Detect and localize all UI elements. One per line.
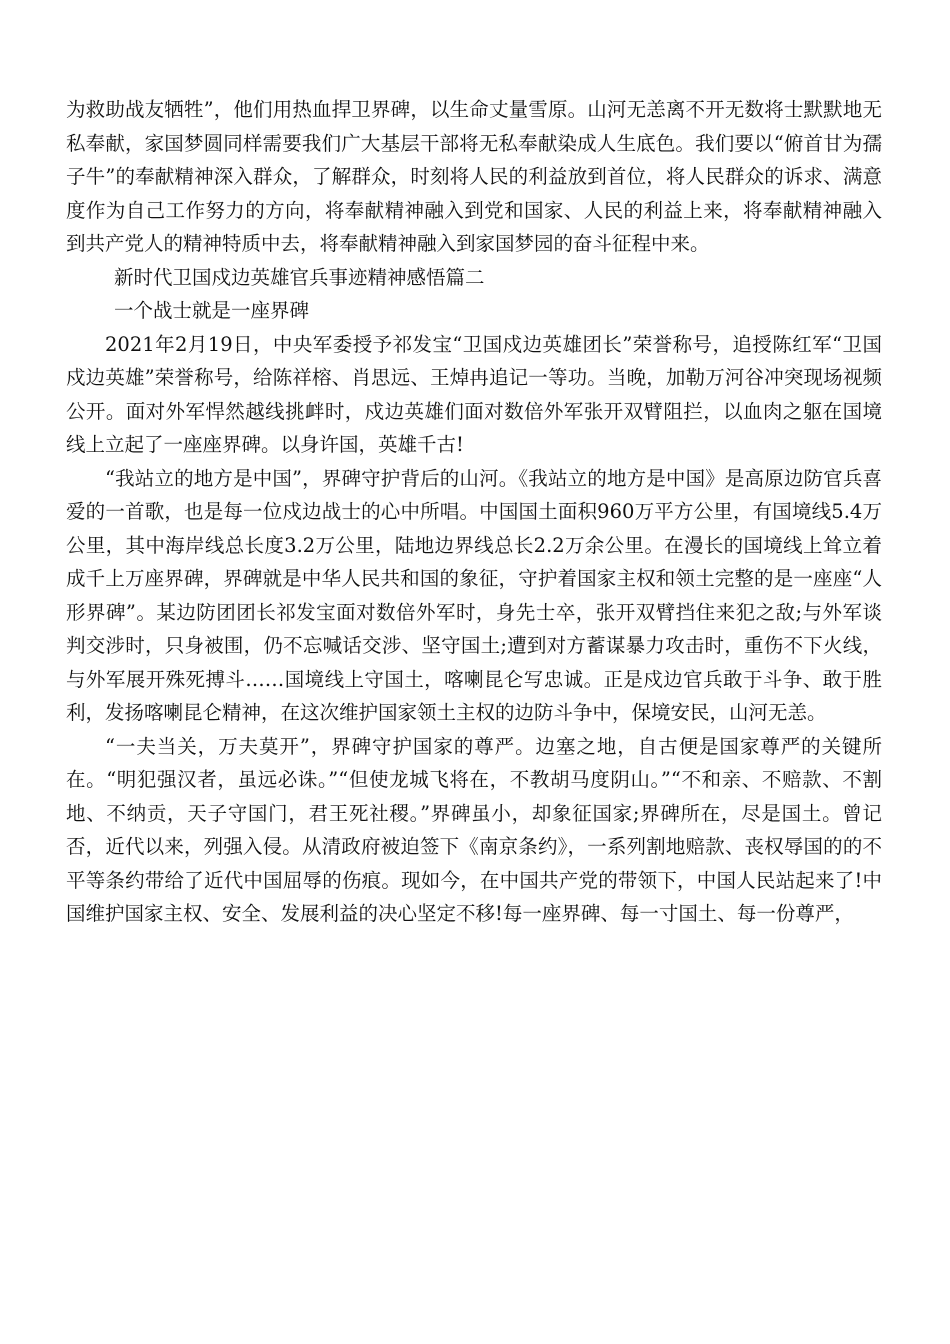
document-body: [66, 93, 882, 931]
section-subheading: 一个战士就是一座界碑: [114, 299, 310, 322]
paragraph: “一夫当关，万夫莫开”，界碑守护国家的尊严。边塞之地，自古便是国家尊严的关键所在。“明犯强汉者，虽远必诛。”“但使龙城飞将在，不教胡马度阴山。”“不和亲、不赔款、不割地、不纳贡，天子守国门，君王死社稷。”界碑虽小，却象征国家;界碑所在，尽是国土。曾记否，近代以来，列强入侵。从清政府被迫签下《南京条约》，一系列割地赔款、丧权辱国的的不平等条约带给了近代中国屈辱的伤痕。现如今，在中国共产党的带领下，中国人民站起来了!中国维护国家主权、安全、发展利益的决心坚定不移!每一座界碑、每一寸国土、每一份尊严，: [66, 734, 882, 925]
paragraph: “我站立的地方是中国”，界碑守护背后的山河。《我站立的地方是中国》是高原边防官兵喜爱的一首歌，也是每一位戍边战士的心中所唱。中国国土面积960万平方公里，有国境线5.4万公里，其中海岸线总长度3.2万公里，陆地边界线总长2.2万余公里。在漫长的国境线上耸立着成千上万座界碑，界碑就是中华人民共和国的象征，守护着国家主权和领土完整的是一座座“人形界碑”。某边防团团长祁发宝面对数倍外军时，身先士卒，张开双臂挡住来犯之敌;与外军谈判交涉时，只身被围，仍不忘喊话交涉、坚守国土;遭到对方蓄谋暴力攻击时，重伤不下火线，与外军展开殊死搏斗……国境线上守国土，喀喇昆仑写忠诚。正是戍边官兵敢于斗争、敢于胜利，发扬喀喇昆仑精神，在这次维护国家领土主权的边防斗争中，保境安民，山河无恙。: [66, 466, 882, 724]
paragraph: 2021年2月19日，中央军委授予祁发宝“卫国戍边英雄团长”荣誉称号，追授陈红军“卫国戍边英雄”荣誉称号，给陈祥榕、肖思远、王焯冉追记一等功。当晚，加勒万河谷冲突现场视频公开。面对外军悍然越线挑衅时，戍边英雄们面对数倍外军张开双臂阻拦，以血肉之躯在国境线上立起了一座座界碑。以身许国，英雄千古!: [66, 332, 882, 456]
section-heading: 新时代卫国戍边英雄官兵事迹精神感悟篇二: [114, 265, 485, 289]
paragraph-continued: 为救助战友牺牲”，他们用热血捍卫界碑，以生命丈量雪原。山河无恙离不开无数将士默默地无私奉献，家国梦圆同样需要我们广大基层干部将无私奉献染成人生底色。我们要以“俯首甘为孺子牛”的奉献精神深入群众，了解群众，时刻将人民的利益放到首位，将人民群众的诉求、满意度作为自己工作努力的方向，将奉献精神融入到党和国家、人民的利益上来，将奉献精神融入到共产党人的精神特质中去，将奉献精神融入到家国梦园的奋斗征程中来。: [66, 98, 882, 255]
